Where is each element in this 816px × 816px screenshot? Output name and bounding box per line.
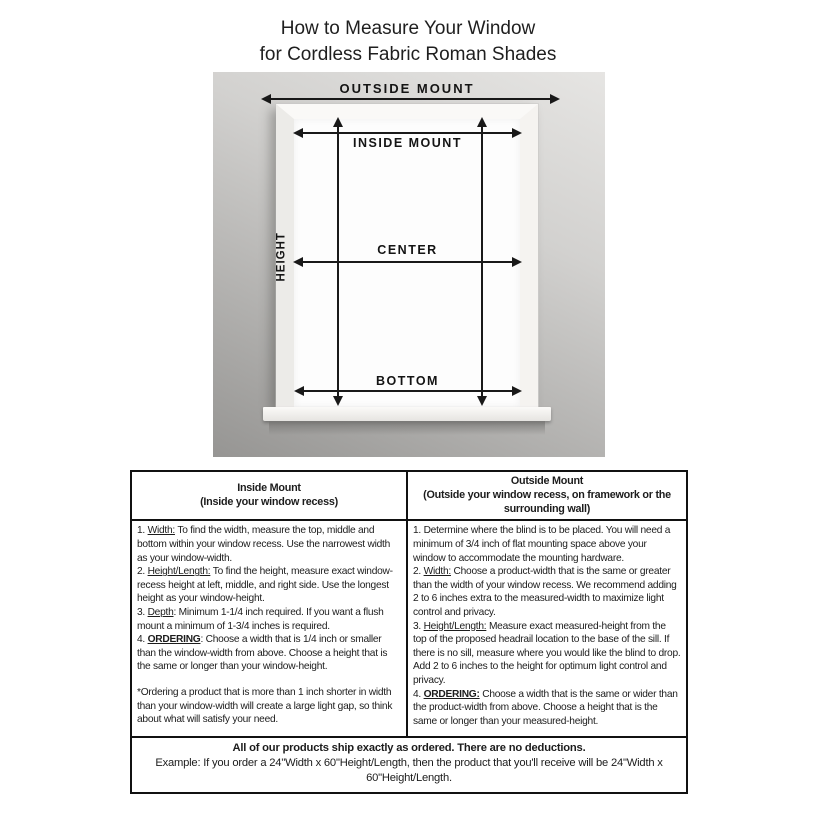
outside-mount-label: OUTSIDE MOUNT	[339, 81, 475, 96]
page-title	[0, 16, 816, 68]
outside-step-4: 4. ORDERING: Choose a width that is the same or wider than the product-width from above. Choose a height that is the same or longer than your measured-height.	[413, 688, 678, 727]
height-label: HEIGHT	[275, 232, 288, 282]
window-measurement-diagram	[213, 72, 605, 457]
window-sill	[263, 407, 551, 421]
shipping-note-example: Example: If you order a 24"Width x 60"Height/Length, then the product that you'll receive will be 24"Width x 60"Height/Length.	[155, 757, 663, 785]
inside-step-3: 3. Depth: Minimum 1-1/4 inch required. If you want a flush mount a minimum of 1-3/4 inches is required.	[137, 606, 384, 632]
outside-mount-header	[408, 472, 686, 521]
page-title-line1: How to Measure Your Window	[280, 18, 536, 39]
center-label: CENTER	[377, 243, 438, 257]
outside-step-1: 1. Determine where the blind is to be placed. You will need a minimum of 3/4 inch of flat mounting space above your window to accommodate the mounting hardware.	[413, 525, 671, 564]
inside-step-1: 1. Width: To find the width, measure the top, middle and bottom within your window recess. Use the narrowest width as your window-width.	[137, 525, 391, 564]
center-arrow	[295, 261, 520, 263]
shipping-note-bold-line: All of our products ship exactly as ordered. There are no deductions.	[232, 742, 586, 755]
inside-mount-header	[132, 472, 408, 521]
outside-mount-header-subtitle: (Outside your window recess, on framework or the surrounding wall)	[423, 488, 671, 515]
inside-step-2: 2. Height/Length: To find the height, measure exact window-recess height at left, middle, and right side. Use the longest height as your window-height.	[137, 566, 393, 605]
inside-mount-header-title: Inside Mount	[237, 481, 301, 494]
inside-step-4: 4. ORDERING: Choose a width that is 1/4 inch or smaller than the window-width from above. Choose a height that is the same or longer than your window-height.	[137, 634, 388, 673]
inside-mount-arrow	[295, 132, 520, 134]
outside-mount-header-title: Outside Mount	[510, 475, 584, 487]
outside-step-2: 2. Width: Choose a product-width that is the same or greater than the width of your window recess. We recommend adding 2 to 6 inches extra to the measured-width to maximize light control and privacy.	[413, 566, 677, 618]
window-glass	[294, 119, 520, 407]
page-title-line2: for Cordless Fabric Roman Shades	[259, 44, 557, 65]
inside-mount-note: *Ordering a product that is more than 1 inch shorter in width than your window-width will create a large light gap, so think about what will satisfy your need.	[137, 686, 393, 726]
measuring-instructions-table	[130, 470, 688, 794]
outside-mount-instructions	[408, 521, 686, 738]
bottom-arrow	[296, 390, 520, 392]
inside-mount-instructions	[132, 521, 408, 738]
outside-step-3: 3. Height/Length: Measure exact measured-height from the top of the proposed headrail location to the base of the sill. If there is no sill, measure where you would like the blind to drop. Add 2 to 6 inches to the height for optimum light control and privacy.	[413, 620, 681, 686]
inside-mount-header-subtitle: (Inside your window recess)	[200, 495, 338, 508]
bottom-label: BOTTOM	[376, 374, 439, 388]
window-sill-shadow	[269, 421, 545, 435]
shipping-note	[132, 738, 686, 792]
outside-mount-arrow	[263, 98, 558, 100]
inside-mount-label: INSIDE MOUNT	[353, 136, 462, 150]
